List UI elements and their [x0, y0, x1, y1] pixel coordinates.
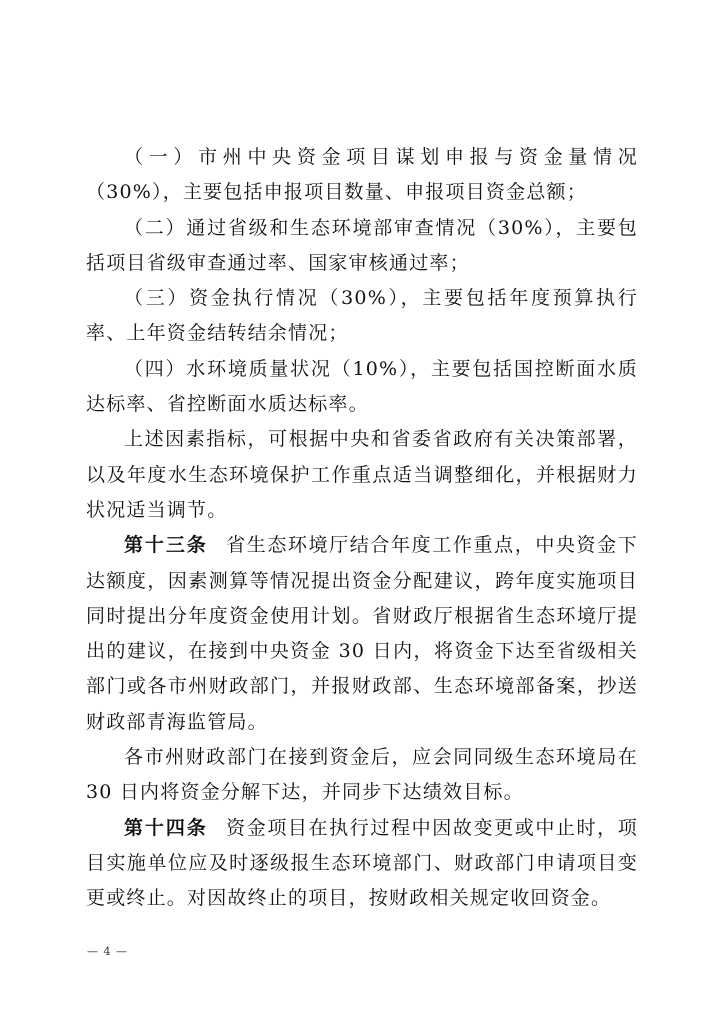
paragraph-text: 各市州财政部门在接到资金后，应会同同级生态环境局在 30 日内将资金分解下达，并同步下达绩效目标。 [86, 746, 638, 804]
paragraph-item-2 [86, 211, 638, 282]
page-number: — 4 — [87, 945, 128, 958]
article-14 [86, 811, 638, 917]
paragraph-item-3 [86, 281, 638, 352]
article-13 [86, 528, 638, 740]
paragraph-text: （一）市州中央资金项目谋划申报与资金量情况（30%），主要包括申报项目数量、申报项目资金总额； [86, 146, 638, 204]
article-heading: 第十三条 [124, 534, 208, 557]
paragraph-summary [86, 422, 638, 528]
article-heading: 第十四条 [124, 816, 208, 839]
paragraph-text: 上述因素指标，可根据中央和省委省政府有关决策部署，以及年度水生态环境保护工作重点适当调整细化，并根据财力状况适当调节。 [86, 428, 638, 521]
paragraph-text: （三）资金执行情况（30%），主要包括年度预算执行率、上年资金结转结余情况； [86, 287, 638, 345]
article-text: 省生态环境厅结合年度工作重点，中央资金下达额度，因素测算等情况提出资金分配建议，跨年度实施项目同时提出分年度资金使用计划。省财政厅根据省生态环境厅提出的建议，在接到中央资金 30 日内，将资金下达至省级相关部门或各市州财政部门，并报财政部、生态环境部备案，抄送财政部青海监管局。 [86, 534, 638, 733]
paragraph-city-finance [86, 740, 638, 811]
paragraph-item-1 [86, 140, 638, 211]
paragraph-text: （四）水环境质量状况（10%），主要包括国控断面水质达标率、省控断面水质达标率。 [86, 357, 638, 416]
document-body [86, 140, 638, 917]
article-text: 资金项目在执行过程中因故变更或中止时，项目实施单位应及时逐级报生态环境部门、财政部门申请项目变更或终止。对因故终止的项目，按财政相关规定收回资金。 [86, 816, 638, 910]
paragraph-text: （二）通过省级和生态环境部审查情况（30%），主要包括项目省级审查通过率、国家审核通过率； [86, 216, 638, 274]
paragraph-item-4 [86, 352, 638, 423]
